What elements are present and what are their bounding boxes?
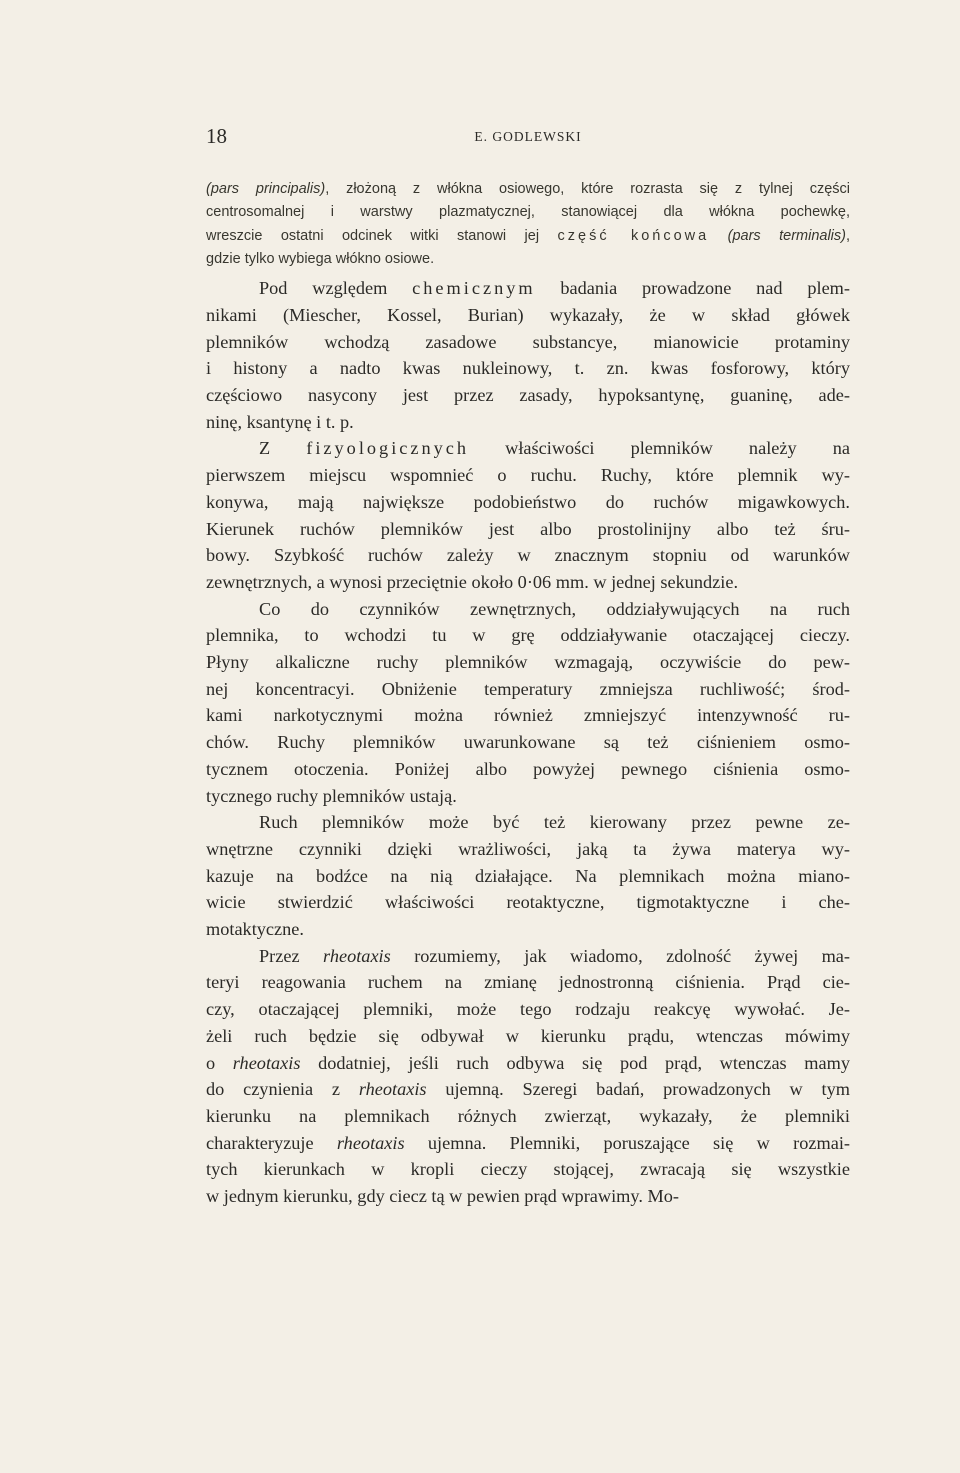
text-run: wreszcie ostatni odcinek witki stanowi jej	[206, 227, 558, 244]
text-line: wicie stwierdzić właściwości reotaktyczne, tigmotaktyczne i che-	[206, 892, 850, 913]
text-line: centrosomalnej i warstwy plazmatycznej, stanowiącej dla włókna pochewkę,	[206, 204, 850, 221]
text-line: żeli ruch będzie się odbywał w kierunku prądu, wtenczas mówimy	[206, 1025, 850, 1046]
text-run: , złożoną z włókna osiowego, które rozrasta się z tylnej części	[325, 181, 850, 197]
text-line: i histony a nadto kwas nukleinowy, t. zn. kwas fosforowy, który	[206, 358, 850, 379]
text-line: nej koncentracyi. Obniżenie temperatury zmniejsza ruchliwość; środ-	[206, 678, 850, 699]
text-run: do czynienia z	[206, 1079, 359, 1100]
page-header	[206, 124, 850, 154]
text-line	[206, 943, 850, 970]
italic-term: rheotaxis	[323, 945, 391, 966]
spaced-emphasis: chemicznym	[412, 278, 536, 299]
text-line: w jednym kierunku, gdy ciecz tą w pewien prąd wprawimy. Mo-	[206, 1186, 679, 1207]
text-line	[206, 275, 850, 302]
text-line	[206, 1076, 850, 1103]
text-line	[206, 225, 850, 248]
text-run: rozumiemy, jak wiadomo, zdolność żywej ma-	[390, 945, 851, 966]
text-run	[709, 228, 727, 244]
text-line	[206, 435, 850, 462]
text-line: plemników wchodzą zasadowe substancye, mianowicie protaminy	[206, 331, 850, 352]
italic-term: (pars terminalis)	[727, 227, 846, 244]
text-line: gdzie tylko wybiega włókno osiowe.	[206, 250, 435, 267]
text-line	[206, 1130, 850, 1157]
text-line: pierwszem miejscu wspomnieć o ruchu. Ruchy, które plemnik wy-	[206, 465, 850, 486]
text-line: teryi reagowania ruchem na zmianę jednostronną ciśnienia. Prąd cie-	[206, 972, 850, 993]
text-body	[206, 178, 850, 1210]
spaced-emphasis: część końcowa	[557, 227, 710, 244]
italic-term: rheotaxis	[232, 1052, 301, 1073]
text-line: motaktyczne.	[206, 919, 304, 940]
spaced-emphasis: fizyologicznych	[306, 438, 470, 459]
text-line: bowy. Szybkość ruchów zależy w znacznym stopniu od warunków	[206, 545, 850, 566]
text-run: badania prowadzone nad plem-	[535, 278, 850, 299]
page-number: 18	[206, 124, 227, 148]
text-line: wnętrzne czynniki dzięki wrażliwości, jaką ta żywa materya wy-	[206, 838, 850, 859]
small-print-paragraph	[206, 178, 850, 271]
text-line: konywa, mają największe podobieństwo do ruchów migawkowych.	[206, 491, 850, 512]
text-run: ujemna. Plemniki, poruszające się w rozmai-	[404, 1132, 850, 1153]
text-line: Płyny alkaliczne ruchy plemników wzmagają, oczywiście do pew-	[206, 652, 850, 673]
text-run: Pod względem	[259, 278, 413, 299]
text-run: ujemną. Szeregi badań, prowadzonych w tym	[426, 1079, 850, 1100]
text-run: ,	[845, 227, 850, 244]
text-line: chów. Ruchy plemników uwarunkowane są też ciśnieniem osmo-	[206, 732, 850, 753]
text-run: Z	[259, 438, 307, 459]
text-line: Ruch plemników może być też kierowany przez pewne ze-	[259, 812, 850, 833]
text-run: charakteryzuje	[206, 1132, 337, 1153]
text-line: częściowo nasycony jest przez zasady, hypoksantynę, guaninę, ade-	[206, 385, 850, 405]
text-run: dodatniej, jeśli ruch odbywa się pod prąd, wtenczas mamy	[300, 1052, 850, 1073]
text-line	[206, 178, 850, 201]
text-line: kierunku na plemnikach różnych zwierząt, wykazały, że plemniki	[206, 1105, 850, 1126]
text-line: Co do czynników zewnętrznych, oddziaływujących na ruch	[259, 598, 850, 619]
text-line: plemnika, to wchodzi tu w grę oddziaływanie otaczającej cieczy.	[206, 625, 850, 646]
italic-term: (pars principalis)	[206, 181, 326, 197]
text-run: Przez	[259, 945, 324, 966]
italic-term: rheotaxis	[336, 1132, 405, 1153]
italic-term: rheotaxis	[358, 1079, 427, 1100]
text-line: nikami (Miescher, Kossel, Burian) wykazały, że w skład główek	[206, 304, 850, 325]
text-line: tycznem otoczenia. Poniżej albo powyżej pewnego ciśnienia osmo-	[206, 758, 850, 779]
text-line	[206, 1050, 850, 1077]
running-head: E. GODLEWSKI	[474, 129, 582, 144]
text-line: tycznego ruchy plemników ustają.	[206, 785, 457, 806]
text-line: ninę, ksantynę i t. p.	[206, 411, 354, 432]
text-line: Kierunek ruchów plemników jest albo prostolinijny albo też śru-	[206, 518, 850, 539]
main-text	[206, 275, 850, 1210]
text-line: zewnętrznych, a wynosi przeciętnie około 0·06 mm. w jednej sekundzie.	[206, 571, 739, 592]
text-run: o	[206, 1052, 233, 1073]
text-line: kami narkotycznymi można również zmniejszyć intenzywność ru-	[206, 705, 850, 726]
text-run: właściwości plemników należy na	[469, 438, 850, 459]
text-line: tych kierunkach w kropli cieczy stojącej, zwracają się wszystkie	[206, 1159, 850, 1180]
text-line: kazuje na bodźce na nią działające. Na plemnikach można miano-	[206, 865, 850, 886]
text-line: czy, otaczającej plemniki, może tego rodzaju reakcyę wywołać. Je-	[206, 999, 850, 1020]
